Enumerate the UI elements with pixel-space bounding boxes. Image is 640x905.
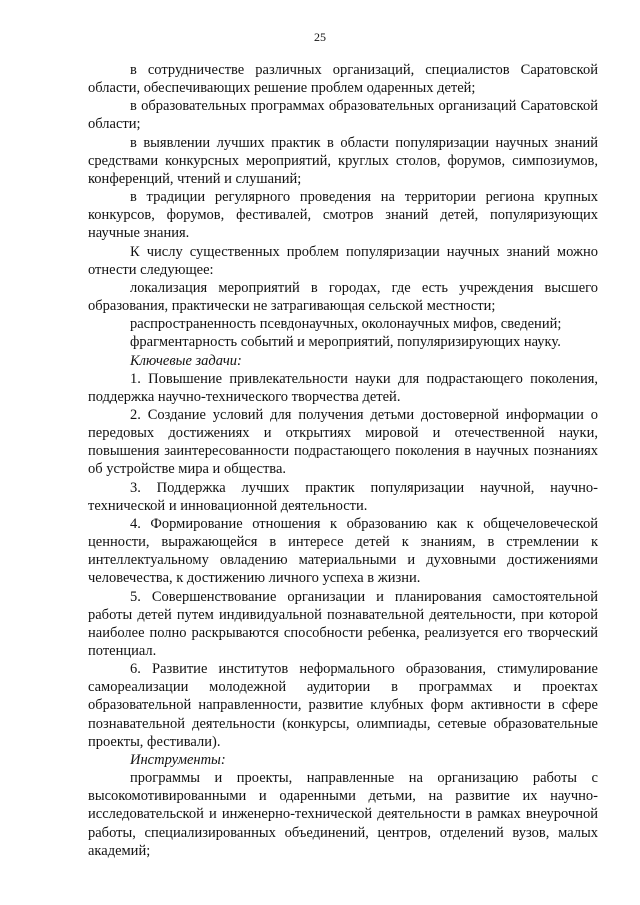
paragraph: 4. Формирование отношения к образованию как к общечеловеческой ценности, выражающейся в интересе детей к знаниям, в стремлении к интеллектуальному овладению материальными и духовными достижениями человечества, к достижению личного успеха в жизни.	[88, 515, 598, 587]
paragraph: 3. Поддержка лучших практик популяризации научной, научно-технической и инновационной деятельности.	[88, 479, 598, 514]
paragraph: в образовательных программах образовательных организаций Саратовской области;	[88, 98, 598, 133]
paragraph: 1. Повышение привлекательности науки для подрастающего поколения, поддержка научно-технического творчества детей.	[88, 370, 598, 405]
paragraph: 2. Создание условий для получения детьми достоверной информации о передовых достижениях и открытиях мировой и отечественной науки, повышения заинтересованности подрастающего поколения в научных познаниях об устройстве мира и общества.	[88, 406, 598, 478]
paragraph: фрагментарность событий и мероприятий, популяризирующих науку.	[130, 334, 561, 351]
paragraph: 5. Совершенствование организации и планирования самостоятельной работы детей путем индивидуальной познавательной деятельности, при которой наиболее полно раскрываются способности ребенка, реализуется его творческий потенциал.	[88, 588, 598, 659]
section-heading-instruments: Инструменты:	[130, 751, 226, 768]
body-text	[88, 61, 598, 860]
paragraph: локализация мероприятий в городах, где есть учреждения высшего образования, практически не затрагивающая сельской местности;	[88, 279, 598, 315]
paragraph: в выявлении лучших практик в области популяризации научных знаний средствами конкурсных мероприятий, круглых столов, форумов, симпозиумов, конференций, чтений и слушаний;	[88, 134, 598, 187]
paragraph: распространенность псевдонаучных, околонаучных мифов, сведений;	[130, 316, 562, 333]
paragraph: программы и проекты, направленные на организацию работы с высокомотивированными и одаренными детьми, на развитие их научно-исследовательской и инженерно-технической деятельности в рамках внеурочной работы, специализированных объединений, центров, отделений вузов, малых академий;	[88, 770, 598, 859]
page-number: 25	[314, 30, 326, 44]
paragraph: в традиции регулярного проведения на территории региона крупных конкурсов, форумов, фестивалей, смотров знаний детей, популяризующих научные знания.	[88, 189, 598, 242]
paragraph: К числу существенных проблем популяризации научных знаний можно отнести следующее:	[88, 243, 598, 278]
paragraph: 6. Развитие институтов неформального образования, стимулирование самореализации молодежной аудитории в программах и проектах образовательной направленности, развитие клубных форм активности в сфере познавательной деятельности (конкурсы, олимпиады, сетевые образовательные проекты, фестивали).	[88, 661, 598, 750]
section-heading-key-tasks: Ключевые задачи:	[130, 352, 242, 369]
paragraph: в сотрудничестве различных организаций, специалистов Саратовской области, обеспечивающих решение проблем одаренных детей;	[88, 62, 598, 97]
